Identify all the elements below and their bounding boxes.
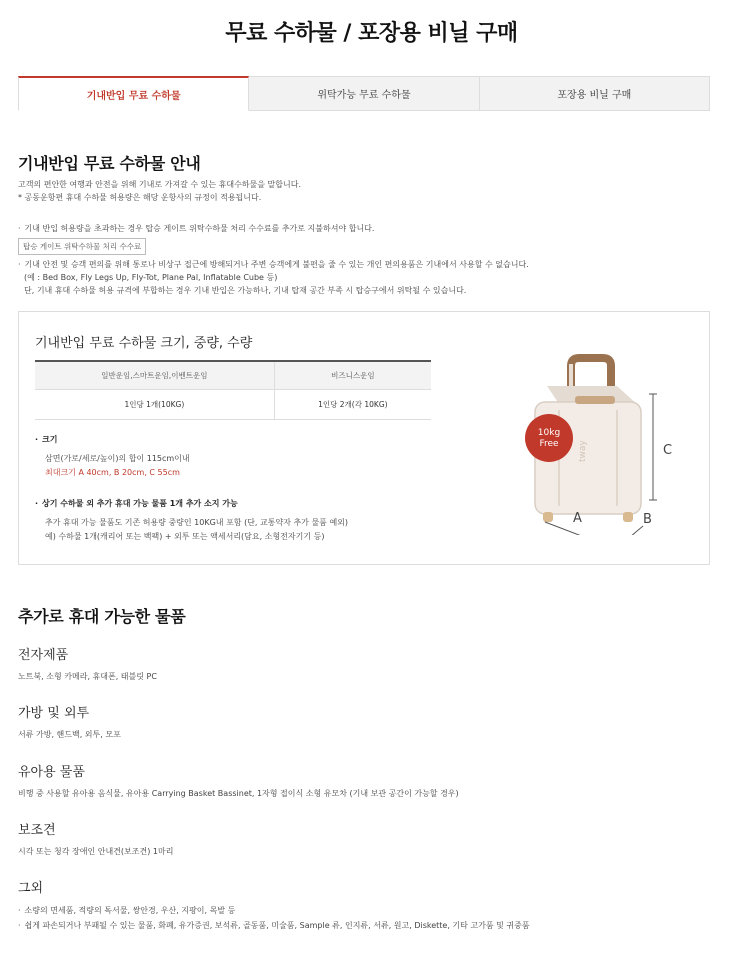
table-header-economy: 일반운임,스마트운임,이벤트운임 xyxy=(35,361,274,389)
guide-title: 기내반입 무료 수하물 안내 xyxy=(18,154,201,173)
spec-box xyxy=(18,311,710,565)
category-items xyxy=(18,669,718,684)
category-title: 그외 xyxy=(18,881,44,896)
category-title: 가방 및 외투 xyxy=(18,706,90,721)
comfort-item-examples: (예 : Bed Box, Fly Legs Up, Fly-Tot, Plane Pal, Inflatable Cube 등) xyxy=(24,273,278,282)
list-item: 비행 중 사용할 유아용 음식물, 유아용 Carrying Basket Bassinet, 1자형 접이식 소형 유모차 (기내 보관 공간이 가능할 경우) xyxy=(18,789,459,798)
handle-icon xyxy=(571,358,611,390)
free-badge-icon xyxy=(525,414,573,462)
dim-b-label: B xyxy=(643,512,652,527)
comfort-item-note: · 기내 안전 및 승객 편의를 위해 통로나 비상구 접근에 방해되거나 주변 승객에게 불편을 줄 수 있는 개인 편의용품은 기내에서 사용할 수 없습니다. xyxy=(18,258,718,271)
category-items xyxy=(18,844,718,859)
svg-text:Free: Free xyxy=(539,439,559,449)
codeshare-note: * 공동운항편 휴대 수하물 허용량은 해당 운항사의 규정이 적용됩니다. xyxy=(18,193,262,202)
tab-checked-baggage[interactable]: 위탁가능 무료 수하물 xyxy=(249,76,479,110)
table-row xyxy=(35,389,431,419)
spec-box-title: 기내반입 무료 수하물 크기, 중량, 수량 xyxy=(35,336,253,351)
list-item: · 소량의 면세품, 적량의 독서물, 쌍안경, 우산, 지팡이, 목발 등 xyxy=(18,903,718,918)
list-item: 서류 가방, 핸드백, 외투, 모포 xyxy=(18,730,121,739)
size-heading: · 크기 xyxy=(35,434,58,445)
excess-note: · 기내 반입 허용량을 초과하는 경우 탑승 게이트 위탁수하물 처리 수수료를 추가로 지불하셔야 합니다. xyxy=(18,222,718,235)
category-items xyxy=(18,903,718,933)
extra-item-example: 예) 수하물 1개(캐리어 또는 백팩) + 외투 또는 액세서리(담요, 소형전자기기 등) xyxy=(45,532,325,541)
svg-text:10kg: 10kg xyxy=(537,428,561,438)
max-size: 최대크기 A 40cm, B 20cm, C 55cm xyxy=(45,468,180,477)
table-header-business: 비즈니스운임 xyxy=(274,361,431,389)
page-title: 무료 수하물 / 포장용 비닐 구매 xyxy=(225,21,518,46)
guide-notes xyxy=(18,222,718,297)
allowance-table xyxy=(35,360,431,420)
comfort-item-exception: 단, 기내 휴대 수하물 허용 규격에 부합하는 경우 기내 반입은 가능하나, 기내 탑재 공간 부족 시 탑승구에서 위탁될 수 있습니다. xyxy=(24,286,467,295)
economy-allowance: 1인당 1개(10KG) xyxy=(35,389,274,419)
tab-packing-vinyl[interactable]: 포장용 비닐 구매 xyxy=(480,76,710,110)
list-item: 시각 또는 청각 장애인 안내견(보조견) 1마리 xyxy=(18,847,174,856)
dim-a-label: A xyxy=(573,511,582,526)
category-title: 보조견 xyxy=(18,823,56,838)
category-items xyxy=(18,786,718,801)
suitcase-illustration xyxy=(499,350,679,535)
size-rule: 삼면(가로/세로/높이)의 합이 115cm이내 xyxy=(45,454,190,463)
dim-c-label: C xyxy=(663,443,673,458)
guide-intro xyxy=(18,178,718,204)
list-item: · 쉽게 파손되거나 부패될 수 있는 물품, 화폐, 유가증권, 보석류, 골동품, 미술품, Sample 류, 인지류, 서류, 원고, Diskette, 기타 고가품 및 귀중품 xyxy=(18,918,718,933)
list-item: 노트북, 소형 카메라, 휴대폰, 태블릿 PC xyxy=(18,672,157,681)
business-allowance: 1인당 2개(각 10KG) xyxy=(274,389,431,419)
category-title: 전자제품 xyxy=(18,648,69,663)
tab-carry-on[interactable]: 기내반입 무료 수하물 xyxy=(18,76,249,111)
category-items xyxy=(18,727,718,742)
additional-title: 추가로 휴대 가능한 물품 xyxy=(18,607,186,626)
gate-fee-button[interactable]: 탑승 게이트 위탁수하물 처리 수수료 xyxy=(18,238,146,255)
category-title: 유아용 물품 xyxy=(18,765,85,780)
tab-bar xyxy=(18,76,710,111)
extra-item-rule: 추가 휴대 가능 물품도 기존 허용량 중량인 10KG내 포함 (단, 교통약자 추가 물품 예외) xyxy=(45,518,349,527)
suitcase-logo: tway xyxy=(578,440,588,462)
extra-item-heading: · 상기 수하물 외 추가 휴대 가능 물품 1개 추가 소지 가능 xyxy=(35,498,238,509)
intro-text: 고객의 편안한 여행과 안전을 위해 기내로 가져갈 수 있는 휴대수하물을 말합니다. xyxy=(18,180,301,189)
